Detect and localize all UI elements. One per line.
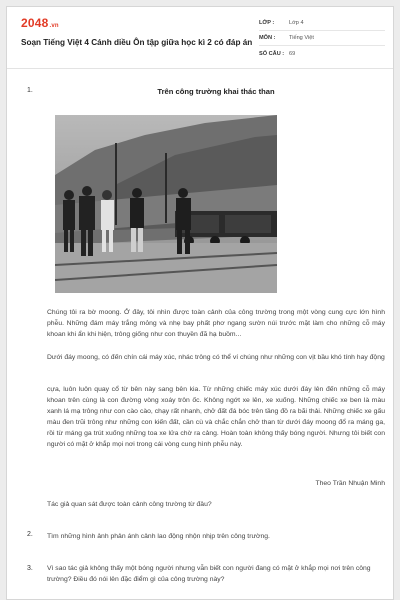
passage-paragraph: cựa, luôn luôn quay cổ từ bên này sang bên kia. Từ những chiếc máy xúc dưới đáy lên đến những cỗ máy khoan trên cùng là con đường vòng xoáy trôn ốc. Không ngớt xe lên, xe xuống. Những chiếc xe ben là màu xanh lá mạ trông như con cào cào, chạy rất nhanh, chở đất đá bóc trên tầng đồ ra bãi thải. Những chiếc xe gấu màu đen trũi trông như những con kiến đất, cần cù và chắc chắn chở than từ dưới đáy moong đổ ra máng ga, rồi từ máng ga trút xuống những toa xe lửa chờ ra cảng. Hoàn toàn không thấy bóng người. Nhưng tôi biết con người có mặt ở khắp mọi nơi trong cái vòng cung hình phễu này. — [47, 386, 385, 448]
question-text: Vì sao tác giả không thấy một bóng người nhưng vẫn biết con người đang có mặt ở khắp mọi nơi trên công trường? Điều đó nói lên đặc điểm gì của công trường này? — [47, 565, 371, 583]
question-number: 1. — [27, 87, 33, 94]
passage-title: Trên công trường khai thác than — [157, 87, 275, 96]
site-logo[interactable]: 2048.vn — [21, 16, 59, 30]
document-page — [6, 6, 394, 600]
passage-source: Theo Trần Nhuận Minh — [315, 480, 385, 487]
question-number: 2. — [27, 531, 33, 538]
passage-paragraph: Dưới đáy moong, có đến chín cái máy xúc, nhác trông có thể ví chúng như những con vịt bầu khó tính hay động — [47, 354, 385, 361]
meta-grade: LỚP : Lớp 4 — [259, 16, 385, 31]
document-title: Soạn Tiếng Việt 4 Cánh diều Ôn tập giữa học kì 2 có đáp án — [21, 38, 253, 47]
question-number: 3. — [27, 565, 33, 572]
mining-site-photo — [55, 115, 277, 293]
meta-question-count: SỐ CÂU : 69 — [259, 50, 296, 57]
meta-subject: MÔN : Tiếng Việt — [259, 31, 385, 46]
page-header — [7, 7, 394, 69]
question-text: Tìm những hình ảnh phản ánh cảnh lao động nhộn nhịp trên công trường. — [47, 533, 270, 540]
question-text: Tác giả quan sát được toàn cảnh công trường từ đâu? — [47, 501, 212, 508]
document-meta — [259, 16, 385, 61]
passage-paragraph: Chúng tôi ra bờ moong. Ở đây, tôi nhìn được toàn cảnh của công trường trong một vòng cung cực lớn hình phễu. Những đám máy trắng mỏng và nhẹ bay phất phơ ngang sườn núi trước mặt làm cho những cỗ máy khoan khi ẩn khi hiện, trông giống như con thuyền đã hạ buồm... — [47, 309, 385, 338]
